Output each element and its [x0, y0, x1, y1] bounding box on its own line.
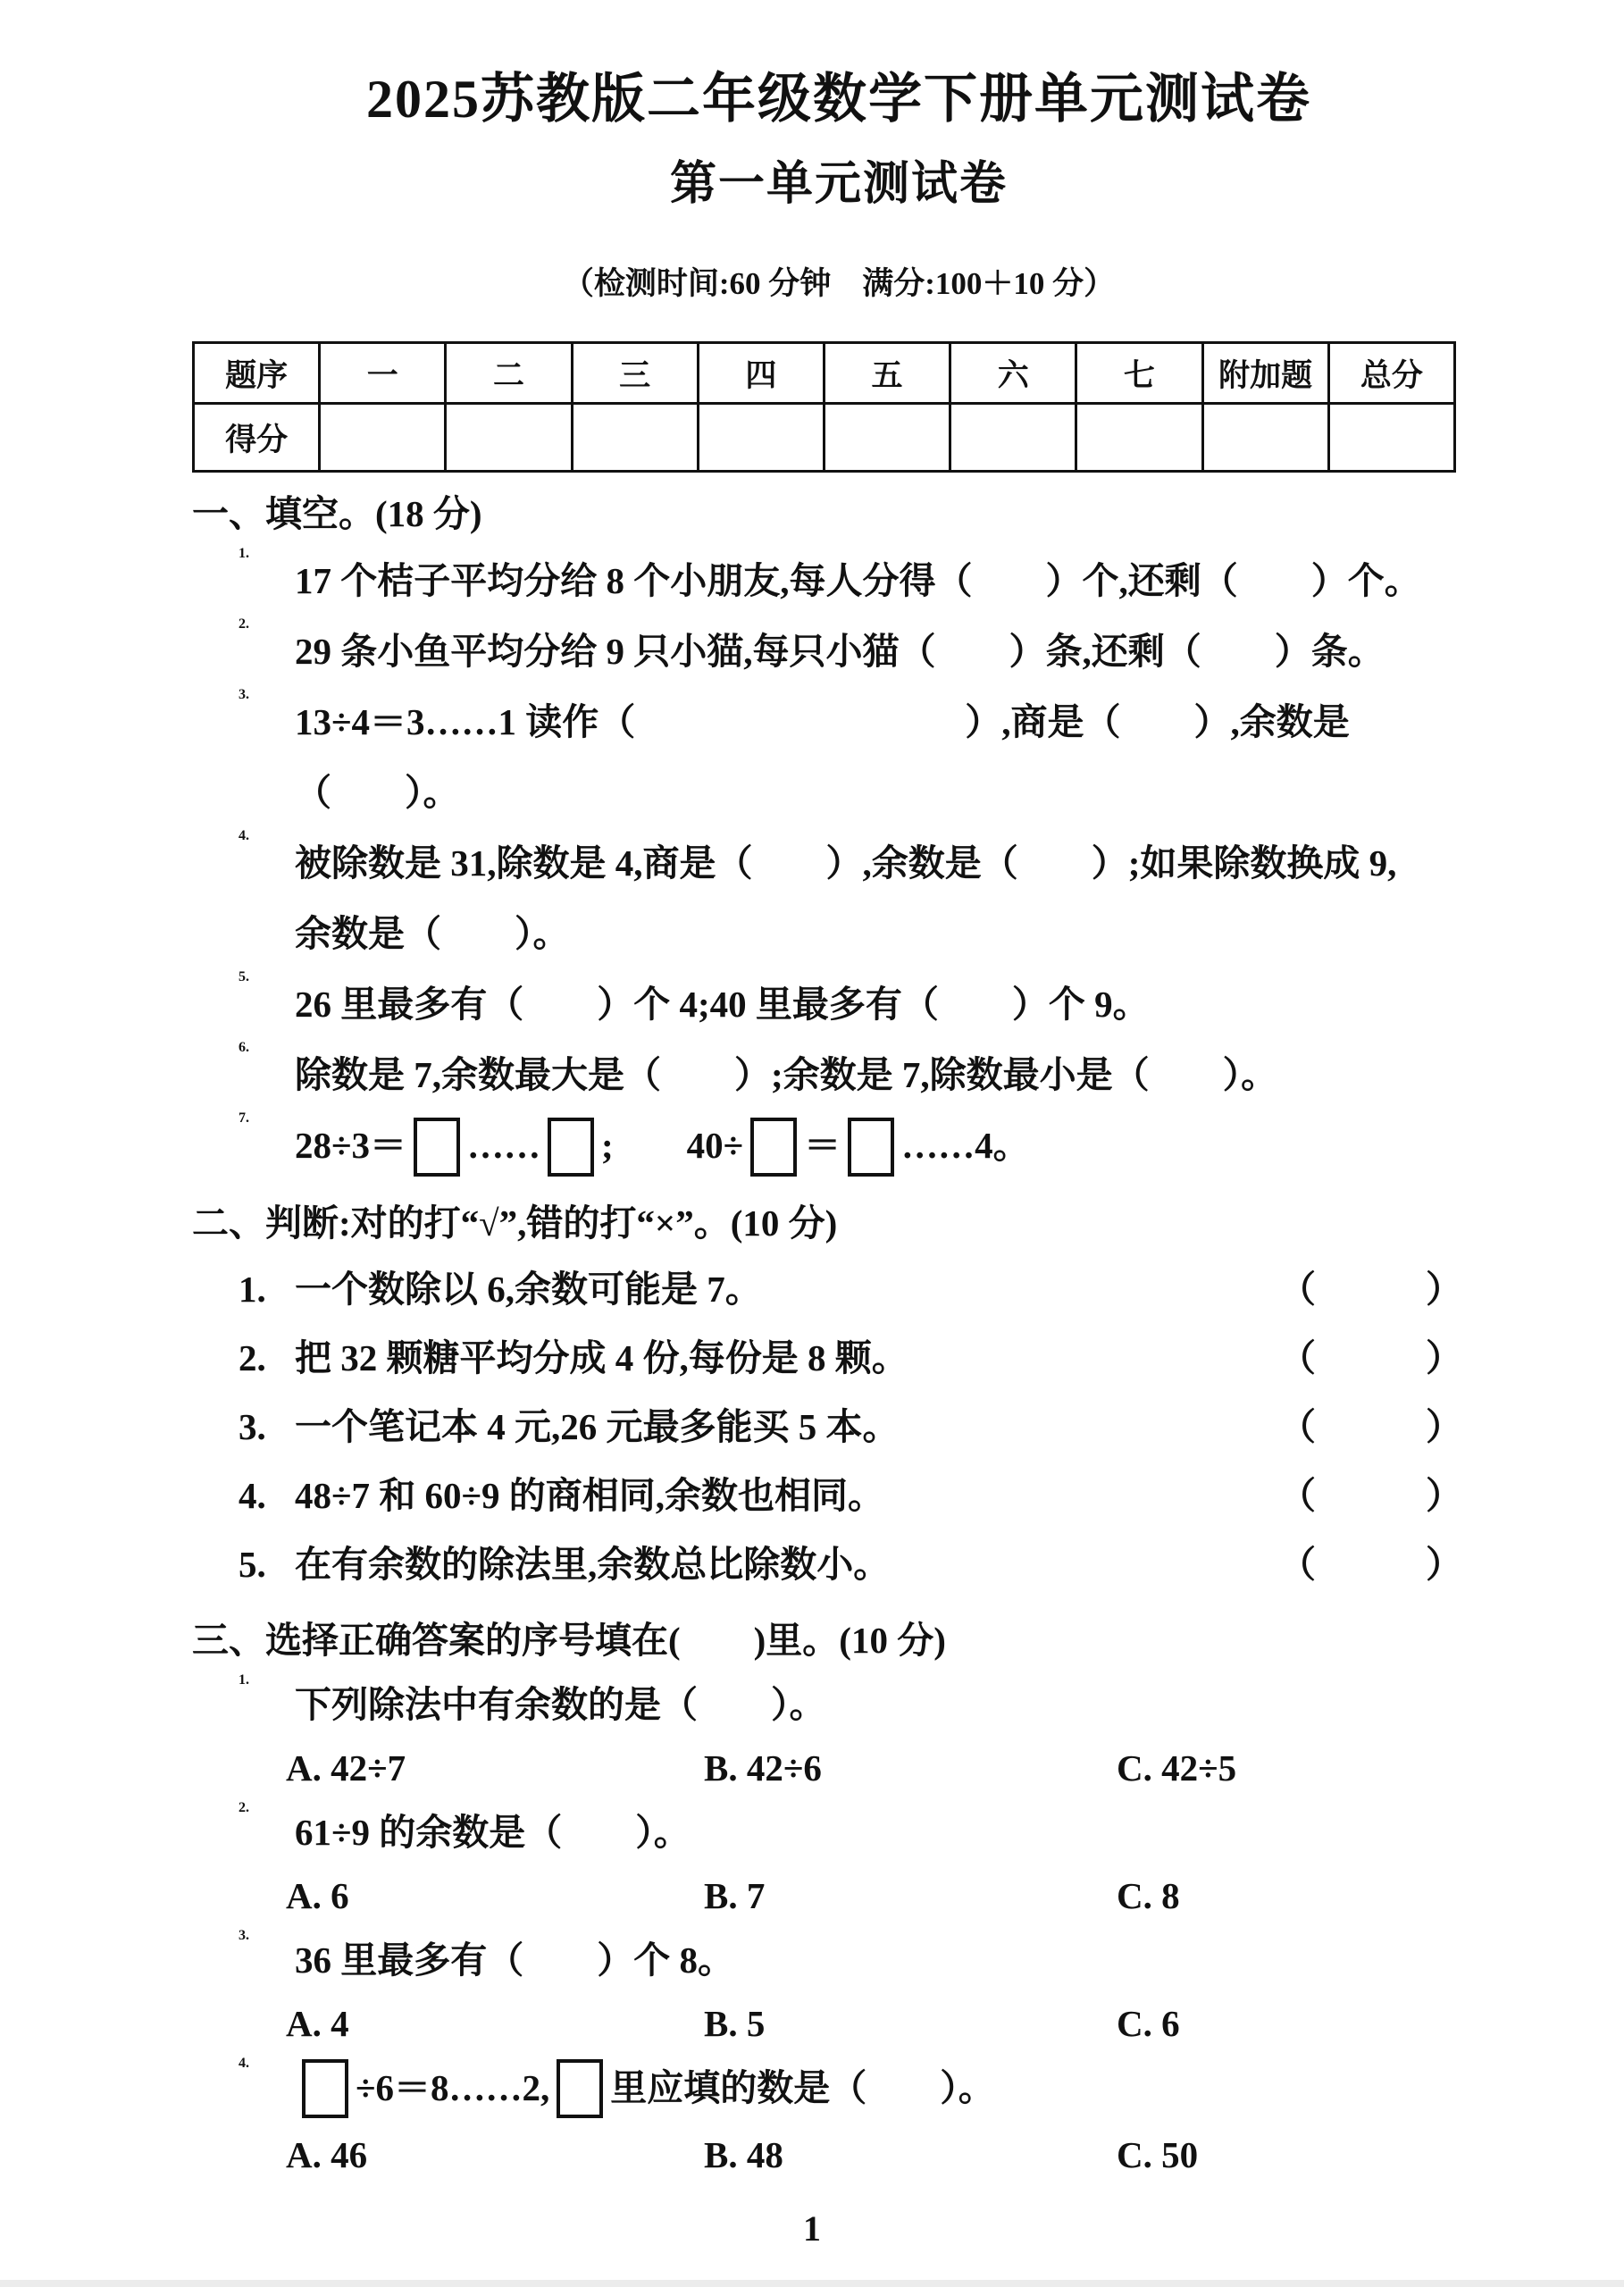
answer-box: [548, 1118, 594, 1177]
item-text: 除数是 7,余数最大是（ ）;余数是 7,除数最小是（ ）。: [295, 1054, 1278, 1095]
item-text: 一个数除以 6,余数可能是 7。: [295, 1268, 762, 1310]
item-number: 1.: [239, 1268, 266, 1310]
choice-items-list: [192, 1672, 1486, 2188]
item-text: 在有余数的除法里,余数总比除数小。: [295, 1543, 891, 1585]
fill-item: [192, 546, 1486, 616]
item-text: 余数是（ ）。: [295, 913, 570, 954]
score-cell-empty: [824, 404, 950, 472]
choice-option: C. 50: [1117, 2134, 1199, 2176]
choice-item: [192, 1928, 1486, 1992]
item-text: 48÷7 和 60÷9 的商相同,余数也相同。: [295, 1474, 885, 1516]
item-text: 被除数是 31,除数是 4,商是（ ）,余数是（ ）;如果除数换成 9,: [295, 842, 1397, 884]
score-table-header-cell: 六: [950, 343, 1076, 404]
score-table-header-row: [194, 343, 1455, 404]
answer-box: [750, 1118, 797, 1177]
score-table: [192, 341, 1456, 473]
item-number: 3.: [239, 687, 249, 702]
score-table-header-cell: 五: [824, 343, 950, 404]
page-bottom-edge: [0, 2280, 1624, 2287]
fill-item: [192, 1040, 1486, 1110]
choice-item: [192, 1672, 1486, 1737]
score-cell-empty: [446, 404, 572, 472]
choice-options-row: [286, 1992, 1486, 2056]
score-cell-empty: [1328, 404, 1454, 472]
score-cell-empty: [1076, 404, 1202, 472]
choice-option: C. 8: [1117, 1874, 1180, 1916]
item-number: 1.: [239, 1671, 249, 1688]
item-number: 2.: [239, 1799, 249, 1815]
item-number: 3.: [239, 1927, 249, 1943]
item-number: 4.: [239, 2055, 249, 2071]
choice-option: A. 46: [286, 2134, 368, 2176]
item-number: 7.: [239, 1110, 249, 1126]
item-text: 28÷3＝ …… ; 40÷ ＝ ……4。: [295, 1110, 1486, 1182]
choice-option: A. 42÷7: [286, 1747, 406, 1789]
choice-option: B. 5: [704, 2002, 766, 2044]
score-table-header-cell: 一: [320, 343, 446, 404]
answer-parentheses: （ ）: [1279, 1336, 1462, 1378]
item-text: 一个笔记本 4 元,26 元最多能买 5 本。: [295, 1405, 900, 1447]
score-cell-empty: [698, 404, 824, 472]
item-text: ÷6＝8……2, 里应填的数是（ ）。: [295, 2056, 1486, 2124]
item-number: 4.: [239, 1474, 266, 1516]
item-text: 29 条小鱼平均分给 9 只小猫,每只小猫（ ）条,还剩（ ）条。: [295, 631, 1385, 672]
choice-item: [192, 2056, 1486, 2124]
unit-subtitle: 第一单元测试卷: [669, 159, 1008, 210]
exam-info-line: （检测时间:60 分钟 满分:100＋10 分）: [562, 266, 1116, 301]
choice-option: B. 7: [704, 1874, 766, 1916]
page-number: 1: [803, 2208, 821, 2249]
answer-box: [557, 2059, 603, 2118]
item-text: 36 里最多有（ ）个 8。: [295, 1939, 734, 1981]
score-cell-empty: [572, 404, 698, 472]
item-text: 26 里最多有（ ）个 4;40 里最多有（ ）个 9。: [295, 984, 1150, 1025]
answer-parentheses: （ ）: [1279, 1405, 1462, 1447]
judge-item: [192, 1462, 1486, 1530]
choice-option: C. 42÷5: [1117, 1747, 1237, 1789]
score-table-header-cell: 题序: [194, 343, 320, 404]
score-cell-empty: [320, 404, 446, 472]
choice-options-row: [286, 2124, 1486, 2187]
fill-item: [192, 969, 1486, 1040]
fill-items-list: [192, 546, 1486, 1182]
score-table-header-cell: 附加题: [1202, 343, 1328, 404]
answer-box: [302, 2059, 348, 2118]
choice-option: A. 6: [286, 1874, 349, 1916]
judge-item: [192, 1393, 1486, 1462]
fill-item: [192, 828, 1486, 969]
item-number: 5.: [239, 1543, 266, 1585]
item-number: 1.: [239, 546, 249, 561]
item-number: 2.: [239, 616, 249, 632]
score-cell-empty: [1202, 404, 1328, 472]
score-table-header-cell: 七: [1076, 343, 1202, 404]
judge-items-list: [192, 1255, 1486, 1599]
choice-options-row: [286, 1737, 1486, 1800]
choice-options-row: [286, 1864, 1486, 1928]
fill-item: [192, 616, 1486, 687]
answer-parentheses: （ ）: [1279, 1474, 1462, 1516]
section-choice-heading: 三、选择正确答案的序号填在( )里。(10 分): [192, 1619, 946, 1661]
choice-option: B. 42÷6: [704, 1747, 822, 1789]
fill-item: [192, 687, 1486, 828]
section-fill-heading: 一、填空。(18 分): [192, 493, 482, 534]
choice-option: B. 48: [704, 2134, 783, 2176]
page-title: 2025苏教版二年级数学下册单元测试卷: [366, 70, 1311, 129]
section-multiple-choice: [192, 1608, 1486, 2188]
item-number: 2.: [239, 1336, 266, 1378]
item-text: 下列除法中有余数的是（ ）。: [295, 1683, 826, 1725]
score-table-header-cell: 总分: [1328, 343, 1454, 404]
item-text: 17 个桔子平均分给 8 个小朋友,每人分得（ ）个,还剩（ ）个。: [295, 560, 1421, 601]
item-text: 13÷4＝3……1 读作（ ）,商是（ ）,余数是: [295, 701, 1350, 742]
section-judge-heading: 二、判断:对的打“√”,错的打“×”。(10 分): [192, 1202, 838, 1244]
score-table-score-row: [194, 404, 1455, 472]
choice-option: C. 6: [1117, 2002, 1180, 2044]
answer-box: [848, 1118, 894, 1177]
item-text: 61÷9 的余数是（ ）。: [295, 1811, 691, 1853]
item-text: （ ）。: [295, 772, 460, 813]
section-fill-in-blanks: [192, 482, 1486, 1182]
score-table-header-cell: 三: [572, 343, 698, 404]
fill-item: [192, 1110, 1486, 1182]
item-text: 把 32 颗糖平均分成 4 份,每份是 8 颗。: [295, 1336, 908, 1378]
answer-box: [414, 1118, 460, 1177]
score-cell-empty: [950, 404, 1076, 472]
choice-item: [192, 1800, 1486, 1864]
item-number: 5.: [239, 969, 249, 984]
item-number: 4.: [239, 828, 249, 843]
score-table-header-cell: 二: [446, 343, 572, 404]
answer-parentheses: （ ）: [1279, 1268, 1462, 1310]
item-number: 3.: [239, 1405, 266, 1447]
item-number: 6.: [239, 1040, 249, 1055]
judge-item: [192, 1255, 1486, 1324]
section-true-false: [192, 1191, 1486, 1599]
score-row-label: 得分: [194, 404, 320, 472]
judge-item: [192, 1324, 1486, 1393]
score-table-header-cell: 四: [698, 343, 824, 404]
judge-item: [192, 1530, 1486, 1599]
choice-option: A. 4: [286, 2002, 349, 2044]
answer-parentheses: （ ）: [1279, 1543, 1462, 1585]
